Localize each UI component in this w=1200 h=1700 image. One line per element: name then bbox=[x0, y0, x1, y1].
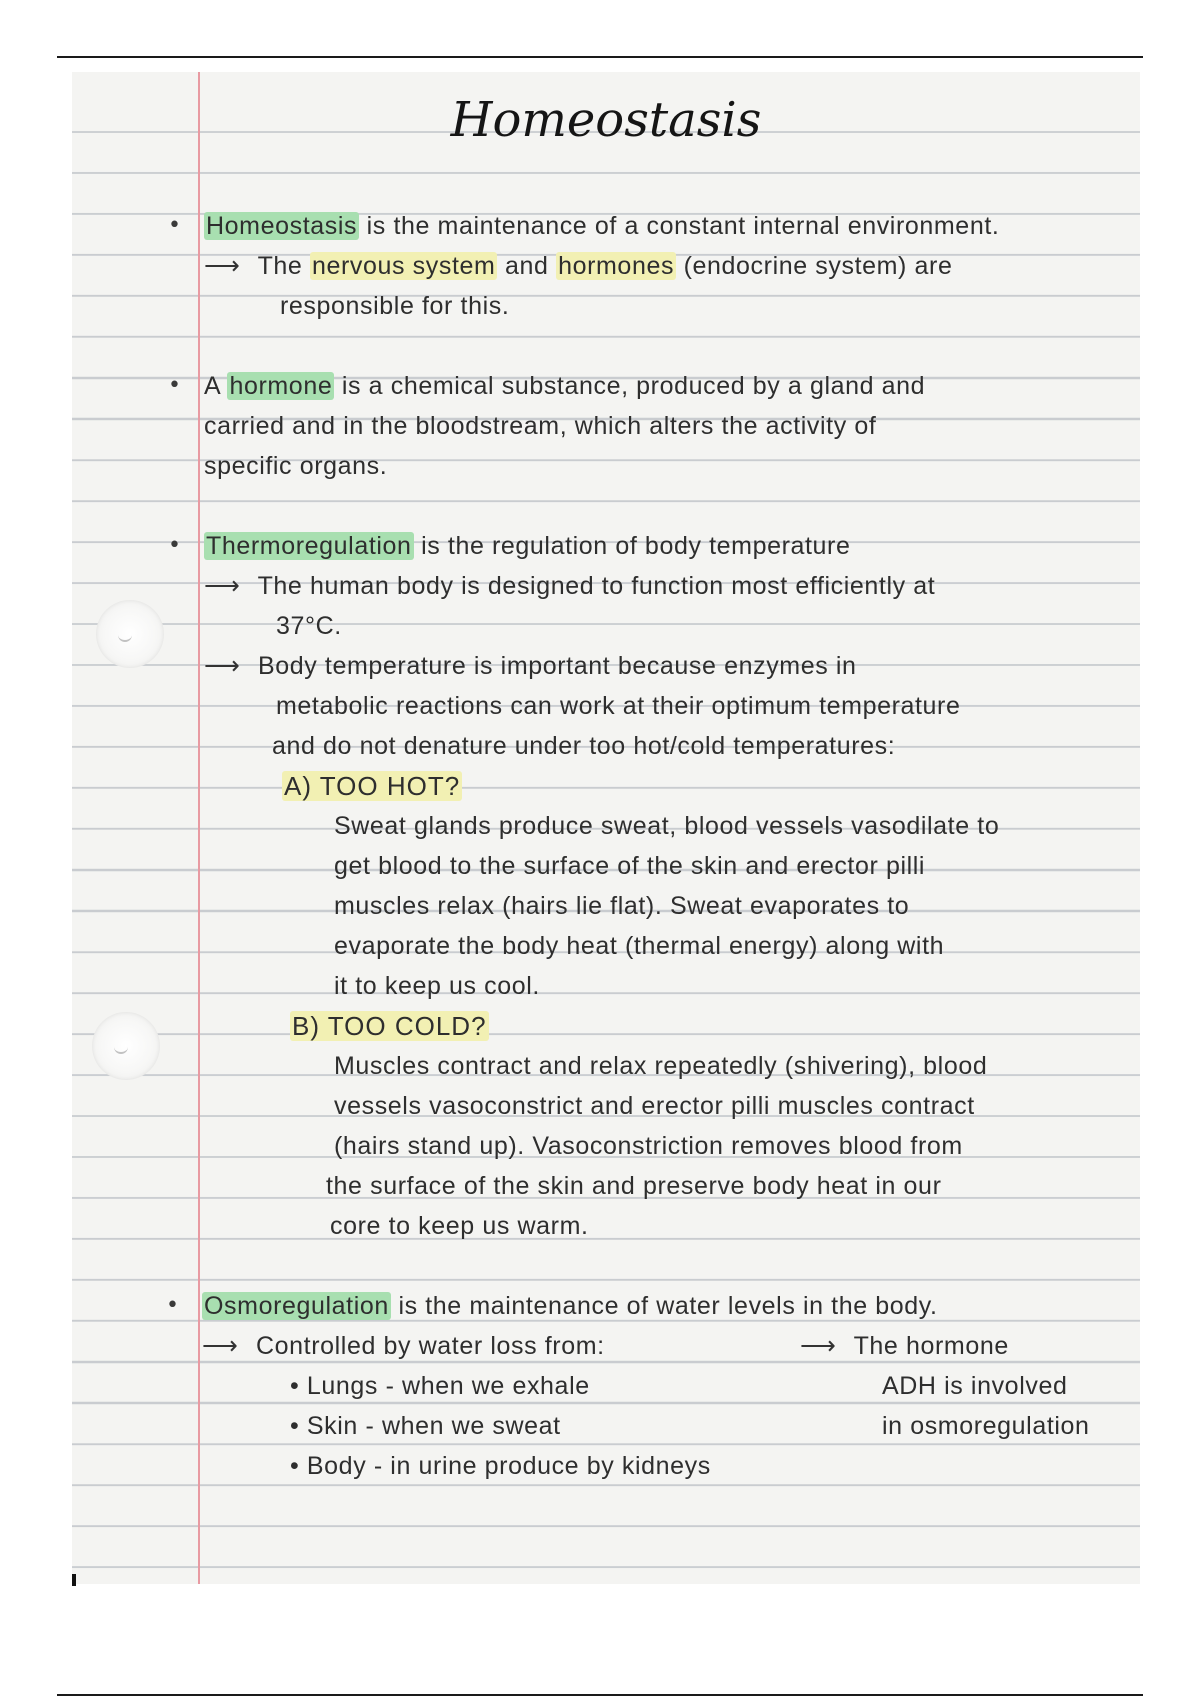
too-cold-heading: B) TOO COLD? bbox=[292, 1011, 487, 1041]
homeostasis-definition: Homeostasis is the maintenance of a constant internal environment. bbox=[206, 212, 1000, 240]
arrow-icon: ⟶ bbox=[204, 252, 241, 280]
lined-notebook-page bbox=[72, 72, 1140, 1584]
too-cold-line: (hairs stand up). Vasoconstriction removes blood from bbox=[334, 1132, 963, 1160]
osmo-list-item: • Lungs - when we exhale bbox=[290, 1372, 590, 1400]
too-cold-line: core to keep us warm. bbox=[330, 1212, 589, 1240]
bullet-icon: • bbox=[166, 1293, 179, 1318]
term-hormones: hormones bbox=[558, 252, 675, 280]
page-edge-mark bbox=[72, 1574, 76, 1586]
adh-side-note: ⟶ The hormone bbox=[800, 1326, 1009, 1366]
osmo-controlled: ⟶ Controlled by water loss from: bbox=[202, 1326, 605, 1366]
term-homeostasis: Homeostasis bbox=[206, 212, 358, 240]
thermo-point-cont: metabolic reactions can work at their optimum temperature bbox=[276, 692, 961, 720]
adh-side-note: in osmoregulation bbox=[882, 1412, 1090, 1440]
arrow-icon: ⟶ bbox=[204, 652, 241, 680]
punch-hole bbox=[92, 1012, 160, 1080]
bullet-icon: • bbox=[168, 373, 181, 398]
osmo-list-item: • Skin - when we sweat bbox=[290, 1412, 561, 1440]
term-nervous-system: nervous system bbox=[312, 252, 496, 280]
homeostasis-note: ⟶ The nervous system and hormones (endocrine system) are bbox=[204, 246, 952, 286]
osmo-list-item: • Body - in urine produce by kidneys bbox=[290, 1452, 711, 1480]
page-top-rule bbox=[57, 56, 1143, 58]
hormone-definition: A hormone is a chemical substance, produced by a gland and bbox=[204, 372, 926, 400]
bullet-icon: • bbox=[290, 1452, 307, 1480]
term-hormone: hormone bbox=[229, 372, 333, 400]
bullet-icon: • bbox=[290, 1412, 307, 1440]
too-cold-line: the surface of the skin and preserve body heat in our bbox=[326, 1172, 942, 1200]
hormone-line: carried and in the bloodstream, which alters the activity of bbox=[204, 412, 877, 440]
arrow-icon: ⟶ bbox=[204, 572, 241, 600]
too-hot-line: it to keep us cool. bbox=[334, 972, 540, 1000]
too-hot-line: evaporate the body heat (thermal energy) along with bbox=[334, 932, 945, 960]
too-cold-line: vessels vasoconstrict and erector pilli muscles contract bbox=[334, 1092, 975, 1120]
too-hot-line: get blood to the surface of the skin and erector pilli bbox=[334, 852, 926, 880]
term-thermoregulation: Thermoregulation bbox=[206, 532, 412, 560]
osmoregulation-definition: Osmoregulation is the maintenance of water levels in the body. bbox=[204, 1292, 938, 1320]
homeostasis-note-cont: responsible for this. bbox=[280, 292, 510, 320]
thermo-point-cont: 37°C. bbox=[276, 612, 342, 640]
arrow-icon: ⟶ bbox=[202, 1332, 239, 1360]
too-cold-line: Muscles contract and relax repeatedly (shivering), blood bbox=[334, 1052, 988, 1080]
bullet-icon: • bbox=[290, 1372, 307, 1400]
term-osmoregulation: Osmoregulation bbox=[204, 1292, 389, 1320]
thermo-point: ⟶ The human body is designed to function most efficiently at bbox=[204, 566, 935, 606]
too-hot-line: muscles relax (hairs lie flat). Sweat evaporates to bbox=[334, 892, 910, 920]
page-bottom-rule bbox=[57, 1694, 1143, 1696]
page-title: Homeostasis bbox=[450, 92, 762, 148]
thermo-point: ⟶ Body temperature is important because enzymes in bbox=[204, 646, 857, 686]
punch-hole bbox=[96, 600, 164, 668]
red-margin-line bbox=[198, 72, 200, 1584]
adh-side-note: ADH is involved bbox=[882, 1372, 1068, 1400]
thermoregulation-definition: Thermoregulation is the regulation of body temperature bbox=[206, 532, 851, 560]
bullet-icon: • bbox=[168, 213, 181, 238]
too-hot-line: Sweat glands produce sweat, blood vessels vasodilate to bbox=[334, 812, 1000, 840]
hormone-line: specific organs. bbox=[204, 452, 388, 480]
too-hot-heading: A) TOO HOT? bbox=[284, 771, 461, 801]
bullet-icon: • bbox=[168, 533, 181, 558]
arrow-icon: ⟶ bbox=[800, 1332, 837, 1360]
thermo-point-cont: and do not denature under too hot/cold temperatures: bbox=[272, 732, 896, 760]
